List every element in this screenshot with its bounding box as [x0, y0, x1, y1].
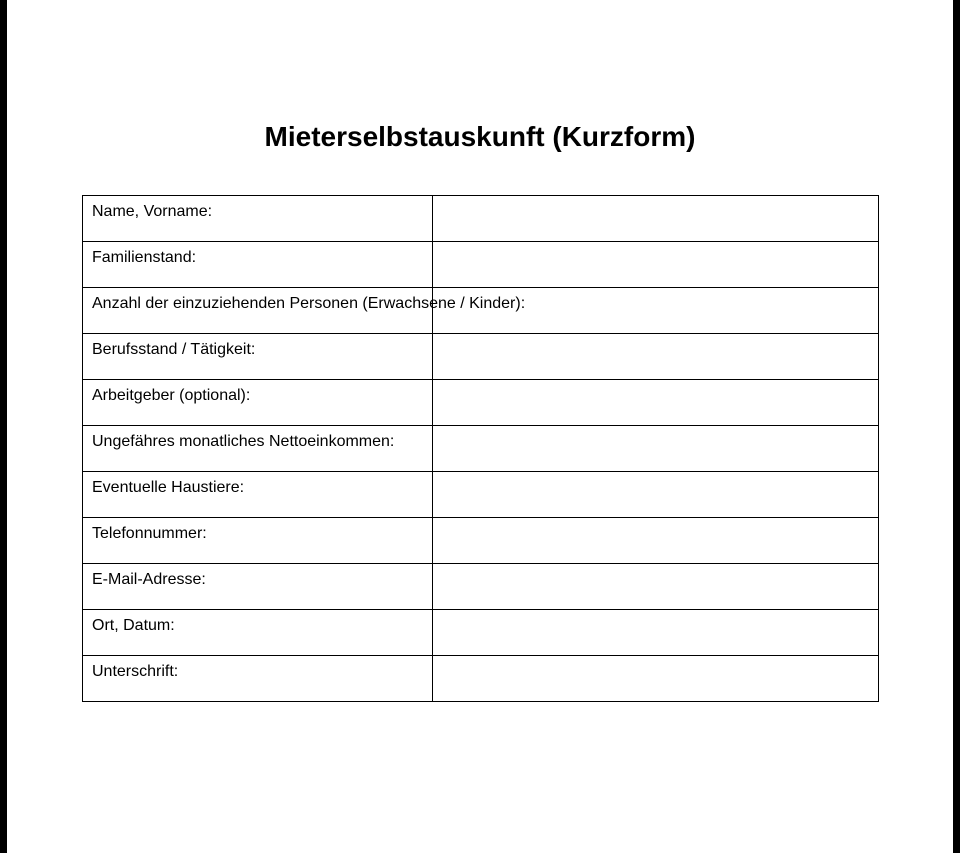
label-name: Name, Vorname:	[92, 203, 213, 220]
field-email[interactable]	[433, 564, 879, 610]
label-place-date: Ort, Datum:	[92, 617, 175, 634]
form-row-income	[83, 426, 879, 472]
field-phone[interactable]	[433, 518, 879, 564]
document-title: Mieterselbstauskunft (Kurzform)	[264, 121, 696, 152]
field-income[interactable]	[433, 426, 879, 472]
label-email: E-Mail-Adresse:	[92, 571, 206, 588]
form-row-email	[83, 564, 879, 610]
field-place-date[interactable]	[433, 610, 879, 656]
form-row-persons	[83, 288, 879, 334]
form-row-name	[83, 196, 879, 242]
form-row-employer	[83, 380, 879, 426]
form-row-pets	[83, 472, 879, 518]
field-name[interactable]	[433, 196, 879, 242]
form-row-occupation	[83, 334, 879, 380]
form-row-place-date	[83, 610, 879, 656]
label-pets: Eventuelle Haustiere:	[92, 479, 245, 496]
field-signature[interactable]	[433, 656, 879, 702]
label-occupation: Berufsstand / Tätigkeit:	[92, 341, 256, 358]
label-phone: Telefonnummer:	[92, 525, 207, 542]
document-page	[7, 0, 953, 853]
label-persons: Anzahl der einzuziehenden Personen (Erwachsene / Kinder):	[92, 295, 526, 312]
field-employer[interactable]	[433, 380, 879, 426]
field-occupation[interactable]	[433, 334, 879, 380]
form-row-phone	[83, 518, 879, 564]
field-marital-status[interactable]	[433, 242, 879, 288]
label-signature: Unterschrift:	[92, 663, 179, 680]
label-marital-status: Familienstand:	[92, 249, 197, 266]
label-employer: Arbeitgeber (optional):	[92, 387, 251, 404]
form-row-signature	[83, 656, 879, 702]
self-disclosure-form-table	[82, 195, 879, 702]
form-row-marital-status	[83, 242, 879, 288]
field-pets[interactable]	[433, 472, 879, 518]
label-income: Ungefähres monatliches Nettoeinkommen:	[92, 433, 395, 450]
